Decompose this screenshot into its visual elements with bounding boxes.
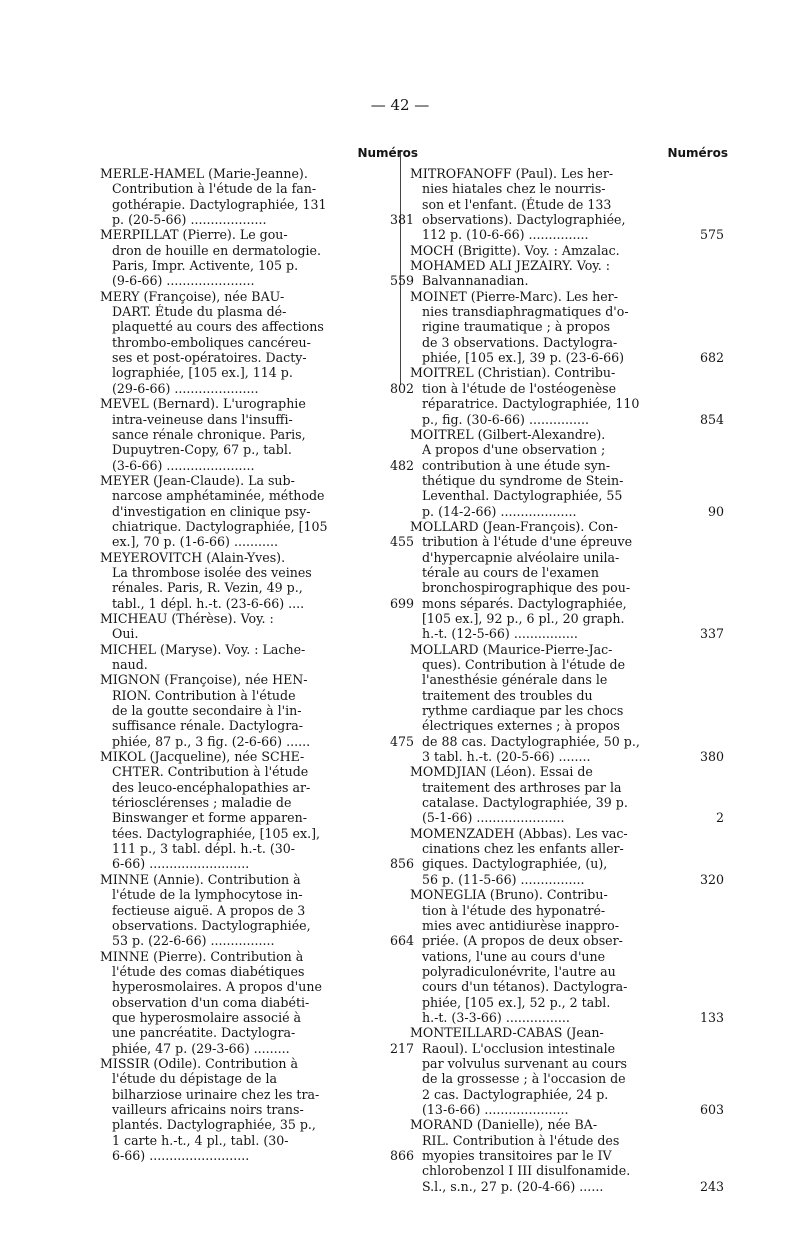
bibliography-entry [410, 166, 724, 243]
entry-line: MICHEL (Maryse). Voy. : Lache- [100, 641, 306, 657]
column-heading: Numéros [357, 146, 418, 160]
entry-line: bronchospirographique des pou- [422, 580, 631, 596]
entry-line: MEYEROVITCH (Alain-Yves). [100, 549, 286, 565]
entry-line: MIGNON (Françoise), née HEN- [100, 672, 308, 688]
entry-line: térale au cours de l'examen [422, 564, 599, 580]
entry-line: par volvulus survenant au cours [422, 1055, 627, 1071]
entry-line: Raoul). L'occlusion intestinale [422, 1040, 616, 1056]
entry-line: tées. Dactylographiée, [105 ex.], [112, 825, 321, 841]
entry-line: phiée, [105 ex.], 52 p., 2 tabl. [422, 994, 611, 1010]
entry-number: 380 [699, 749, 724, 765]
entry-line: Balvannanadian. [422, 273, 529, 289]
entry-line: des leuco-encéphalopathies ar- [112, 779, 311, 795]
entry-line: observation d'un coma diabéti- [112, 994, 310, 1010]
entry-line: phiée, [105 ex.], 39 p. (23-6-66) [422, 350, 625, 366]
bibliography-entry [410, 1117, 724, 1194]
entry-line: l'étude du dépistage de la [112, 1071, 278, 1087]
entry-number: 455 [389, 534, 414, 550]
entry-line: (13-6-66) ..................... [422, 1101, 569, 1117]
entry-line: 1 carte h.-t., 4 pl., tabl. (30- [112, 1132, 289, 1148]
left-entries [100, 166, 414, 1163]
bibliography-entry [100, 948, 414, 1056]
entry-line: intra-veineuse dans l'insuffi- [112, 411, 293, 427]
entry-line: hyperosmolaires. A propos d'une [112, 979, 322, 995]
entry-line: MOHAMED ALI JEZAIRY. Voy. : [410, 258, 610, 274]
bibliography-entry [410, 887, 724, 1025]
column-divider [400, 150, 401, 385]
entry-line: de la grossesse ; à l'occasion de [422, 1071, 626, 1087]
entry-line: rénales. Paris, R. Vezin, 49 p., [112, 580, 303, 596]
page-number: — 42 — [370, 96, 430, 114]
entry-line: CHTER. Contribution à l'étude [112, 764, 309, 780]
right-column [410, 146, 728, 1194]
bibliography-entry [100, 672, 414, 749]
bibliography-entry [100, 549, 414, 611]
entry-line: MINNE (Annie). Contribution à [100, 871, 301, 887]
bibliography-entry [410, 365, 724, 427]
entry-line: Leventhal. Dactylographiée, 55 [422, 488, 623, 504]
entry-line: (5-1-66) ...................... [422, 810, 565, 826]
entry-line: l'anesthésie générale dans le [422, 672, 608, 688]
bibliography-entry [410, 426, 724, 519]
entry-line: d'investigation en clinique psy- [112, 503, 311, 519]
entry-line: tion à l'étude des hyponatré- [422, 902, 606, 918]
entry-line: l'étude de la lymphocytose in- [112, 887, 303, 903]
entry-line: MERLE-HAMEL (Marie-Jeanne). [100, 166, 308, 181]
entry-line: traitement des troubles du [422, 687, 593, 703]
entry-line: RIL. Contribution à l'étude des [422, 1132, 620, 1148]
entry-line: MISSIR (Odile). Contribution à [100, 1055, 298, 1071]
entry-line: vations, l'une au cours d'une [422, 948, 606, 964]
entry-number: 243 [699, 1178, 724, 1194]
entry-number: 2 [715, 810, 724, 826]
entry-line: 111 p., 3 tabl. dépl. h.-t. (30- [112, 841, 296, 857]
entry-line: MOMDJIAN (Léon). Essai de [410, 764, 593, 780]
bibliography-entry [100, 396, 414, 473]
entry-line: MEVEL (Bernard). L'urographie [100, 396, 306, 412]
entry-line: 6-66) ......................... [112, 856, 250, 872]
entry-line: (29-6-66) ..................... [112, 380, 259, 396]
entry-line: MOMENZADEH (Abbas). Les vac- [410, 825, 628, 841]
bibliography-entry [100, 611, 400, 642]
entry-line: RION. Contribution à l'étude [112, 687, 296, 703]
entry-line: lographiée, [105 ex.], 114 p. [112, 365, 293, 381]
entry-line: (3-6-66) ...................... [112, 457, 255, 473]
entry-line: d'hypercapnie alvéolaire unila- [422, 549, 620, 565]
entry-line: cinations chez les enfants aller- [422, 841, 624, 857]
entry-line: MOLLARD (Maurice-Pierre-Jac- [410, 641, 613, 657]
entry-line: bilharziose urinaire chez les tra- [112, 1086, 320, 1102]
entry-line: La thrombose isolée des veines [112, 564, 312, 580]
entry-line: 56 p. (11-5-66) ................ [422, 871, 585, 887]
entry-line: ques). Contribution à l'étude de [422, 657, 626, 672]
entry-line: sance rénale chronique. Paris, [112, 426, 306, 442]
bibliography-entry [410, 518, 724, 642]
bibliography-entry [410, 1025, 724, 1117]
entry-line: plaquetté au cours des affections [112, 319, 324, 335]
entry-number: 217 [389, 1040, 414, 1056]
entry-line: rythme cardiaque par les chocs [422, 703, 624, 719]
entry-line: Paris, Impr. Activente, 105 p. [112, 258, 299, 274]
entry-number: 575 [699, 227, 724, 243]
bibliography-entry [100, 227, 414, 289]
entry-line: 53 p. (22-6-66) ................ [112, 933, 275, 949]
entry-line: mies avec antidiurèse inappro- [422, 917, 619, 933]
column-heading: Numéros [667, 146, 728, 160]
entry-line: S.l., s.n., 27 p. (20-4-66) ...... [422, 1178, 604, 1194]
bibliography-entry [100, 749, 414, 872]
entry-line: observations). Dactylographiée, [422, 212, 626, 228]
entry-line: MOITREL (Christian). Contribu- [410, 365, 616, 381]
entry-number: 664 [389, 933, 414, 949]
bibliography-entry [100, 642, 400, 673]
entry-line: l'étude des comas diabétiques [112, 963, 305, 979]
entry-number: 381 [389, 212, 414, 228]
entry-line: suffisance rénale. Dactylogra- [112, 718, 304, 734]
entry-line: tabl., 1 dépl. h.-t. (23-6-66) .... [112, 595, 305, 611]
entry-line: chlorobenzol I III disulfonamide. [422, 1163, 631, 1179]
entry-line: tribution à l'étude d'une épreuve [422, 534, 633, 550]
entry-line: MOLLARD (Jean-François). Con- [410, 518, 618, 534]
entry-line: MICHEAU (Thérèse). Voy. : [100, 610, 274, 626]
entry-number: 90 [707, 503, 724, 519]
bibliography-entry [410, 825, 724, 887]
bibliography-entry [100, 871, 414, 949]
entry-line: 2 cas. Dactylographiée, 24 p. [422, 1086, 609, 1102]
entry-line: [105 ex.], 92 p., 6 pl., 20 graph. [422, 610, 625, 626]
bibliography-entry [410, 288, 724, 366]
entry-line: rigine traumatique ; à propos [422, 319, 611, 335]
entry-line: 112 p. (10-6-66) ............... [422, 227, 589, 243]
entry-line: plantés. Dactylographiée, 35 p., [112, 1117, 316, 1133]
entry-line: MONEGLIA (Bruno). Contribu- [410, 887, 608, 903]
entry-line: Dupuytren-Copy, 67 p., tabl. [112, 442, 292, 458]
bibliography-entry [100, 288, 414, 396]
entry-number: 682 [699, 350, 724, 366]
entry-line: gothérapie. Dactylographiée, 131 [112, 196, 327, 212]
entry-line: nies hiatales chez le nourris- [422, 181, 606, 197]
bibliography-entry [100, 166, 414, 228]
entry-line: p., fig. (30-6-66) ............... [422, 411, 589, 427]
entry-line: observations. Dactylographiée, [112, 917, 311, 933]
entry-line: phiée, 47 p. (29-3-66) ......... [112, 1040, 290, 1056]
entry-line: cours d'un tétanos). Dactylogra- [422, 979, 628, 995]
entry-line: MEYER (Jean-Claude). La sub- [100, 472, 295, 488]
entry-line: contribution à une étude syn- [422, 457, 611, 473]
right-entries [410, 166, 724, 1194]
entry-line: 3 tabl. h.-t. (20-5-66) ........ [422, 749, 591, 765]
entry-line: (9-6-66) ...................... [112, 273, 255, 289]
entry-line: thétique du syndrome de Stein- [422, 472, 624, 488]
entry-line: son et l'enfant. (Étude de 133 [422, 196, 612, 212]
entry-line: giques. Dactylographiée, (u), [422, 856, 608, 872]
bibliography-entry [410, 641, 724, 765]
bibliography-entry [410, 258, 710, 289]
entry-number: 854 [699, 411, 724, 427]
entry-line: MIKOL (Jacqueline), née SCHE- [100, 749, 305, 765]
entry-line: myopies transitoires par le IV [422, 1148, 612, 1163]
entry-line: que hyperosmolaire associé à [112, 1009, 302, 1025]
bibliography-entry [100, 472, 414, 550]
entry-line: tion à l'étude de l'ostéogenèse [422, 380, 617, 396]
entry-line: MONTEILLARD-CABAS (Jean- [410, 1025, 604, 1041]
bibliography-entry [410, 243, 710, 258]
entry-line: de la goutte secondaire à l'in- [112, 703, 302, 719]
entry-line: MITROFANOFF (Paul). Les her- [410, 166, 614, 181]
bibliography-entry [100, 1055, 414, 1163]
entry-number: 475 [389, 733, 414, 749]
entry-number: 603 [699, 1101, 724, 1117]
entry-line: DART. Étude du plasma dé- [112, 304, 287, 320]
entry-line: de 3 observations. Dactylogra- [422, 334, 618, 350]
entry-line: chiatrique. Dactylographiée, [105 [112, 518, 328, 534]
entry-line: A propos d'une observation ; [422, 442, 606, 458]
entry-line: tériosclérenses ; maladie de [112, 795, 292, 811]
entry-line: narcose amphétaminée, méthode [112, 488, 325, 504]
entry-number: 856 [389, 856, 414, 872]
entry-line: Oui. [112, 626, 139, 642]
entry-line: mons séparés. Dactylographiée, [422, 595, 627, 611]
bibliography-entry [410, 764, 724, 826]
entry-number: 559 [389, 273, 414, 289]
entry-number: 320 [699, 871, 724, 887]
entry-line: MORAND (Danielle), née BA- [410, 1117, 598, 1133]
entry-number: 699 [389, 595, 414, 611]
entry-line: Binswanger et forme apparen- [112, 810, 307, 826]
entry-line: de 88 cas. Dactylographiée, 50 p., [422, 733, 640, 749]
entry-line: priée. (A propos de deux obser- [422, 933, 623, 949]
entry-line: Contribution à l'étude de la fan- [112, 181, 317, 197]
entry-line: MOCH (Brigitte). Voy. : Amzalac. [410, 242, 620, 258]
entry-line: phiée, 87 p., 3 fig. (2-6-66) ...... [112, 733, 311, 749]
left-column [100, 146, 418, 1163]
entry-line: MERY (Françoise), née BAU- [100, 288, 285, 304]
entry-line: MOITREL (Gilbert-Alexandre). [410, 426, 606, 442]
entry-line: ses et post-opératoires. Dacty- [112, 350, 307, 366]
entry-line: réparatrice. Dactylographiée, 110 [422, 396, 640, 412]
entry-number: 866 [389, 1148, 414, 1163]
entry-line: h.-t. (3-3-66) ................ [422, 1009, 570, 1025]
entry-line: électriques externes ; à propos [422, 718, 620, 734]
entry-line: p. (14-2-66) ................... [422, 503, 577, 519]
entry-line: nies transdiaphragmatiques d'o- [422, 304, 629, 320]
entry-line: traitement des arthroses par la [422, 779, 622, 795]
entry-number: 802 [389, 380, 414, 396]
entry-number: 482 [389, 457, 414, 473]
entry-number: 133 [699, 1009, 724, 1025]
entry-line: MINNE (Pierre). Contribution à [100, 948, 304, 964]
entry-line: une pancréatite. Dactylogra- [112, 1025, 296, 1041]
entry-line: ex.], 70 p. (1-6-66) ........... [112, 534, 279, 550]
entry-line: naud. [112, 657, 148, 672]
entry-line: fectieuse aiguë. A propos de 3 [112, 902, 306, 918]
entry-line: dron de houille en dermatologie. [112, 242, 321, 258]
entry-line: vailleurs africains noirs trans- [112, 1101, 304, 1117]
entry-line: p. (20-5-66) ................... [112, 212, 267, 228]
entry-line: h.-t. (12-5-66) ................ [422, 626, 578, 642]
entry-line: MERPILLAT (Pierre). Le gou- [100, 227, 288, 243]
entry-line: polyradiculonévrite, l'autre au [422, 963, 616, 979]
entry-line: 6-66) ......................... [112, 1148, 250, 1163]
entry-line: thrombo-emboliques cancéreu- [112, 334, 311, 350]
entry-number: 337 [699, 626, 724, 642]
entry-line: catalase. Dactylographiée, 39 p. [422, 795, 628, 811]
entry-line: MOINET (Pierre-Marc). Les her- [410, 288, 618, 304]
